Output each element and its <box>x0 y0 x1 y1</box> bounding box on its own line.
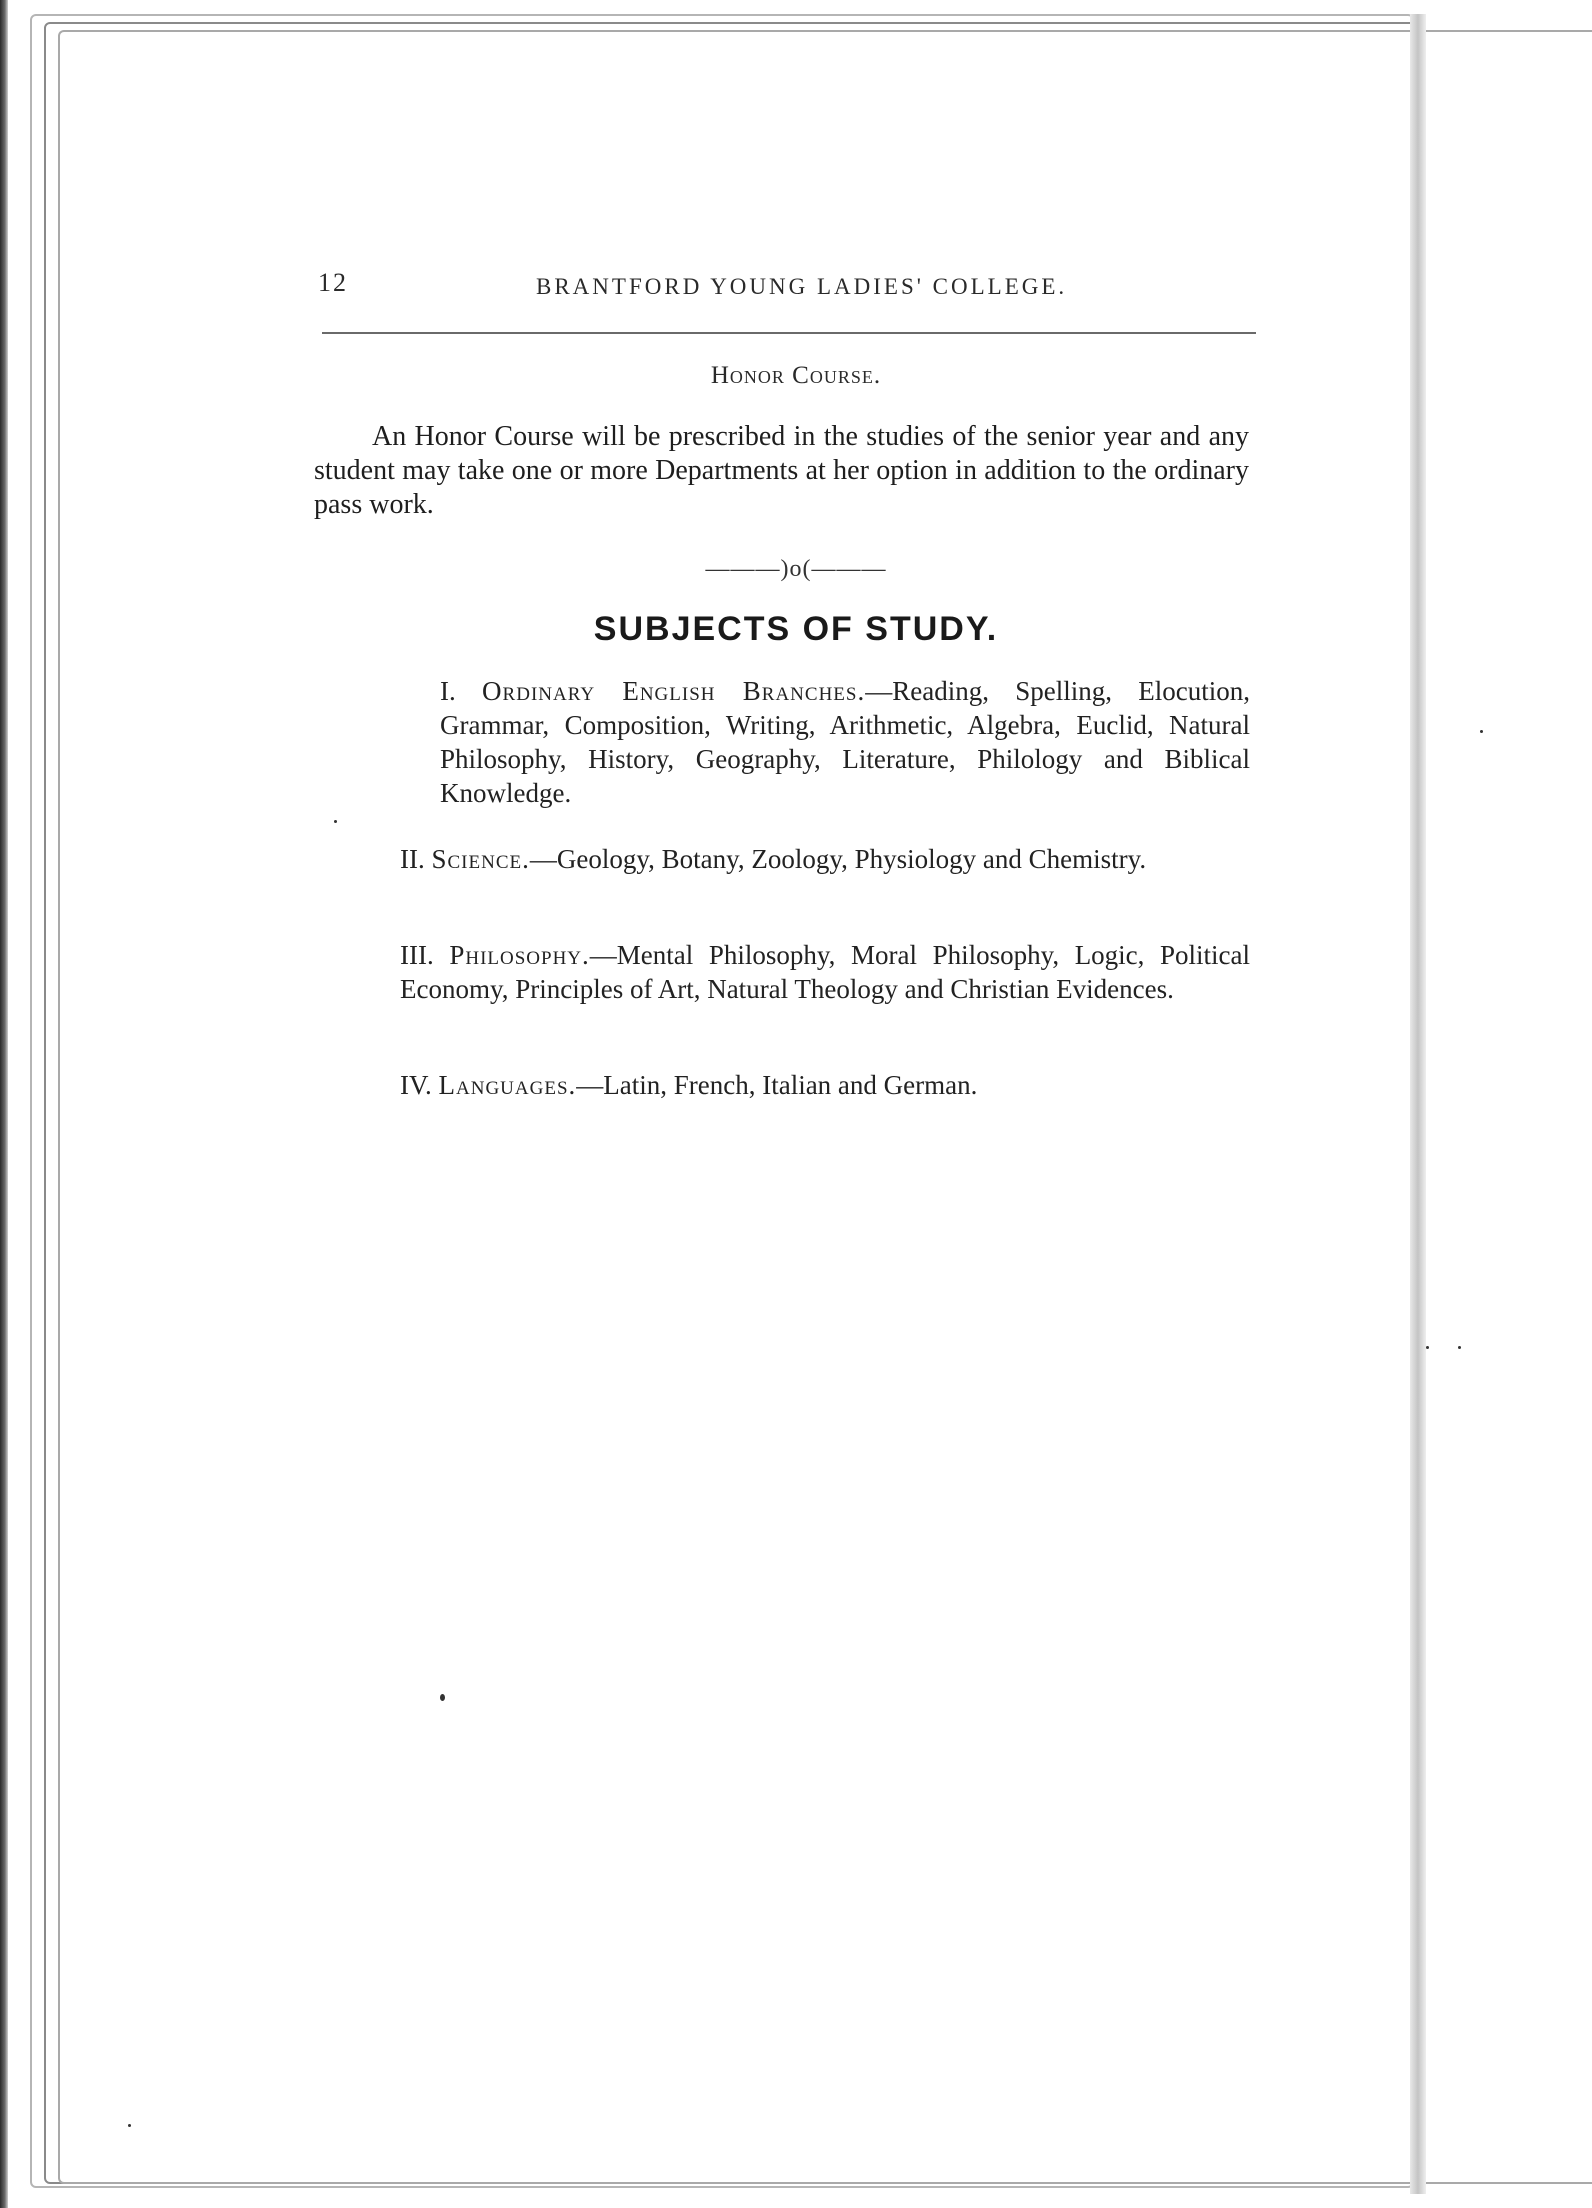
running-head: BRANTFORD YOUNG LADIES' COLLEGE. <box>536 274 1068 299</box>
scan-speck <box>1426 1346 1429 1349</box>
subject-title: Philosophy. <box>449 940 590 970</box>
subjects-heading: SUBJECTS OF STUDY. <box>593 610 999 648</box>
subject-body <box>400 938 1250 1006</box>
scan-speck <box>440 1694 445 1701</box>
scan-edge <box>0 0 8 2208</box>
section-ornament: ———)o(——— <box>705 556 887 582</box>
subject-title: Science. <box>431 844 530 874</box>
subject-text: —Latin, French, Italian and German. <box>576 1070 978 1100</box>
scan-speck <box>128 2124 131 2127</box>
subject-item-philosophy <box>400 938 1250 1006</box>
honor-course-heading: Honor Course. <box>710 362 882 389</box>
subject-numeral: I. <box>440 676 456 706</box>
page-edge-inner <box>58 30 1592 2184</box>
scan-speck <box>1480 730 1483 733</box>
scan-speck <box>1458 1346 1461 1349</box>
page-number: 12 <box>318 268 348 297</box>
scan-speck <box>334 820 337 823</box>
subject-body <box>440 674 1250 810</box>
subject-numeral: III. <box>400 940 434 970</box>
subject-text: —Reading, Spelling, Elocution, Grammar, Composition, Writing, Arithmetic, Algebra, Euclid, Natural Philosophy, History, Geography, Literature, Philology and Biblical Knowledge. <box>440 676 1251 808</box>
subject-title: Languages. <box>438 1070 577 1100</box>
honor-course-paragraph: An Honor Course will be prescribed in the studies of the senior year and any student may take one or more Departments at her option in addition to the ordinary pass work. <box>314 421 1249 520</box>
subject-item-english <box>400 674 1250 810</box>
subject-numeral: IV. <box>400 1070 432 1100</box>
page-fold-shadow <box>1410 14 1426 2194</box>
subject-numeral: II. <box>400 844 425 874</box>
subject-text: —Mental Philosophy, Moral Philosophy, Logic, Political Economy, Principles of Art, Natural Theology and Christian Evidences. <box>400 940 1251 1004</box>
subject-body <box>400 1068 1250 1102</box>
subject-item-science <box>400 842 1250 876</box>
subject-item-languages <box>400 1068 1250 1102</box>
subject-text: —Geology, Botany, Zoology, Physiology and Chemistry. <box>529 844 1147 874</box>
header-rule <box>322 332 1256 334</box>
subject-body <box>400 842 1250 876</box>
subject-title: Ordinary English Branches. <box>482 676 866 706</box>
